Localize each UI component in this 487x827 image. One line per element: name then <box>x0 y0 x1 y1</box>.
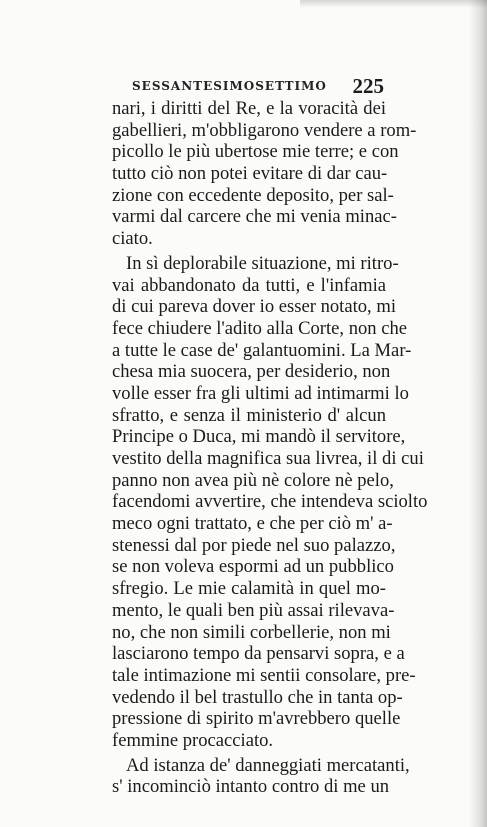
text-line: nari, i diritti del Re, e la voracità dei <box>112 98 386 119</box>
text-line: s' incominciò intanto contro di me un <box>112 776 390 798</box>
text-line: di cui pareva dover io esser notato, mi <box>112 296 396 318</box>
text-line: stenessi dal por piede nel suo palazzo, <box>112 534 396 556</box>
scan-shadow-edge <box>469 0 487 827</box>
text-line: panno non avea più nè colore nè pelo, <box>112 469 394 491</box>
page-number: 225 <box>352 74 384 98</box>
text-line: Principe o Duca, mi mandò il servitore, <box>112 426 406 448</box>
text-line: Ad istanza de' danneggiati mercatanti, <box>126 754 410 776</box>
text-line: gabellieri, m'obbligarono vendere a rom- <box>112 119 417 141</box>
text-line: a tutte le case de' galantuomini. La Mar- <box>112 339 412 361</box>
text-line: meco ogni trattato, e che per ciò m' a- <box>112 513 393 535</box>
text-line: sfregio. Le mie calamità in quel mo- <box>112 578 386 600</box>
text-line: tutto ciò non potei evitare di dar cau- <box>112 163 388 185</box>
text-line: facendomi avvertire, che intendeva sciolto <box>112 491 428 513</box>
text-line: picollo le più ubertose mie terre; e con <box>112 141 399 163</box>
paragraph-1 <box>112 98 417 250</box>
text-line: mento, le quali ben più assai rilevava- <box>112 599 395 621</box>
text-line: pressione di spirito m'avrebbero quelle <box>112 708 401 730</box>
text-line: femmine procacciato. <box>112 729 274 751</box>
text-line: ciato. <box>112 228 153 250</box>
paragraph-3 <box>112 754 410 798</box>
text-line: no, che non simili corbellerie, non mi <box>112 621 391 643</box>
text-line: volle esser fra gli ultimi ad intimarmi lo <box>112 382 409 404</box>
text-line: fece chiudere l'adito alla Corte, non che <box>112 317 408 339</box>
text-line: lasciarono tempo da pensarvi sopra, e a <box>112 643 405 665</box>
text-line: zione con eccedente deposito, per sal- <box>112 184 394 206</box>
text-line: vestito della magnifica sua livrea, il di cui <box>112 448 424 469</box>
paragraph-2 <box>112 252 428 752</box>
text-line: In sì deplorabile situazione, mi ritro- <box>126 252 399 274</box>
text-line: tale intimazione mi sentii consolare, pre- <box>112 664 416 686</box>
text-line: varmi dal carcere che mi venia minac- <box>112 206 397 228</box>
body-text <box>112 98 428 798</box>
text-line: se non voleva espormi ad un pubblico <box>112 556 394 578</box>
scan-shadow-top <box>300 0 487 8</box>
text-line: sfratto, e senza il ministerio d' alcun <box>112 404 386 426</box>
text-line: vai abbandonato da tutti, e l'infamia <box>112 274 386 296</box>
running-head <box>112 76 384 98</box>
text-line: chesa mia suocera, per desiderio, non <box>112 361 391 383</box>
running-title: SESSANTESIMOSETTIMO <box>132 79 327 93</box>
text-line: vedendo il bel trastullo che in tanta op- <box>112 686 403 708</box>
